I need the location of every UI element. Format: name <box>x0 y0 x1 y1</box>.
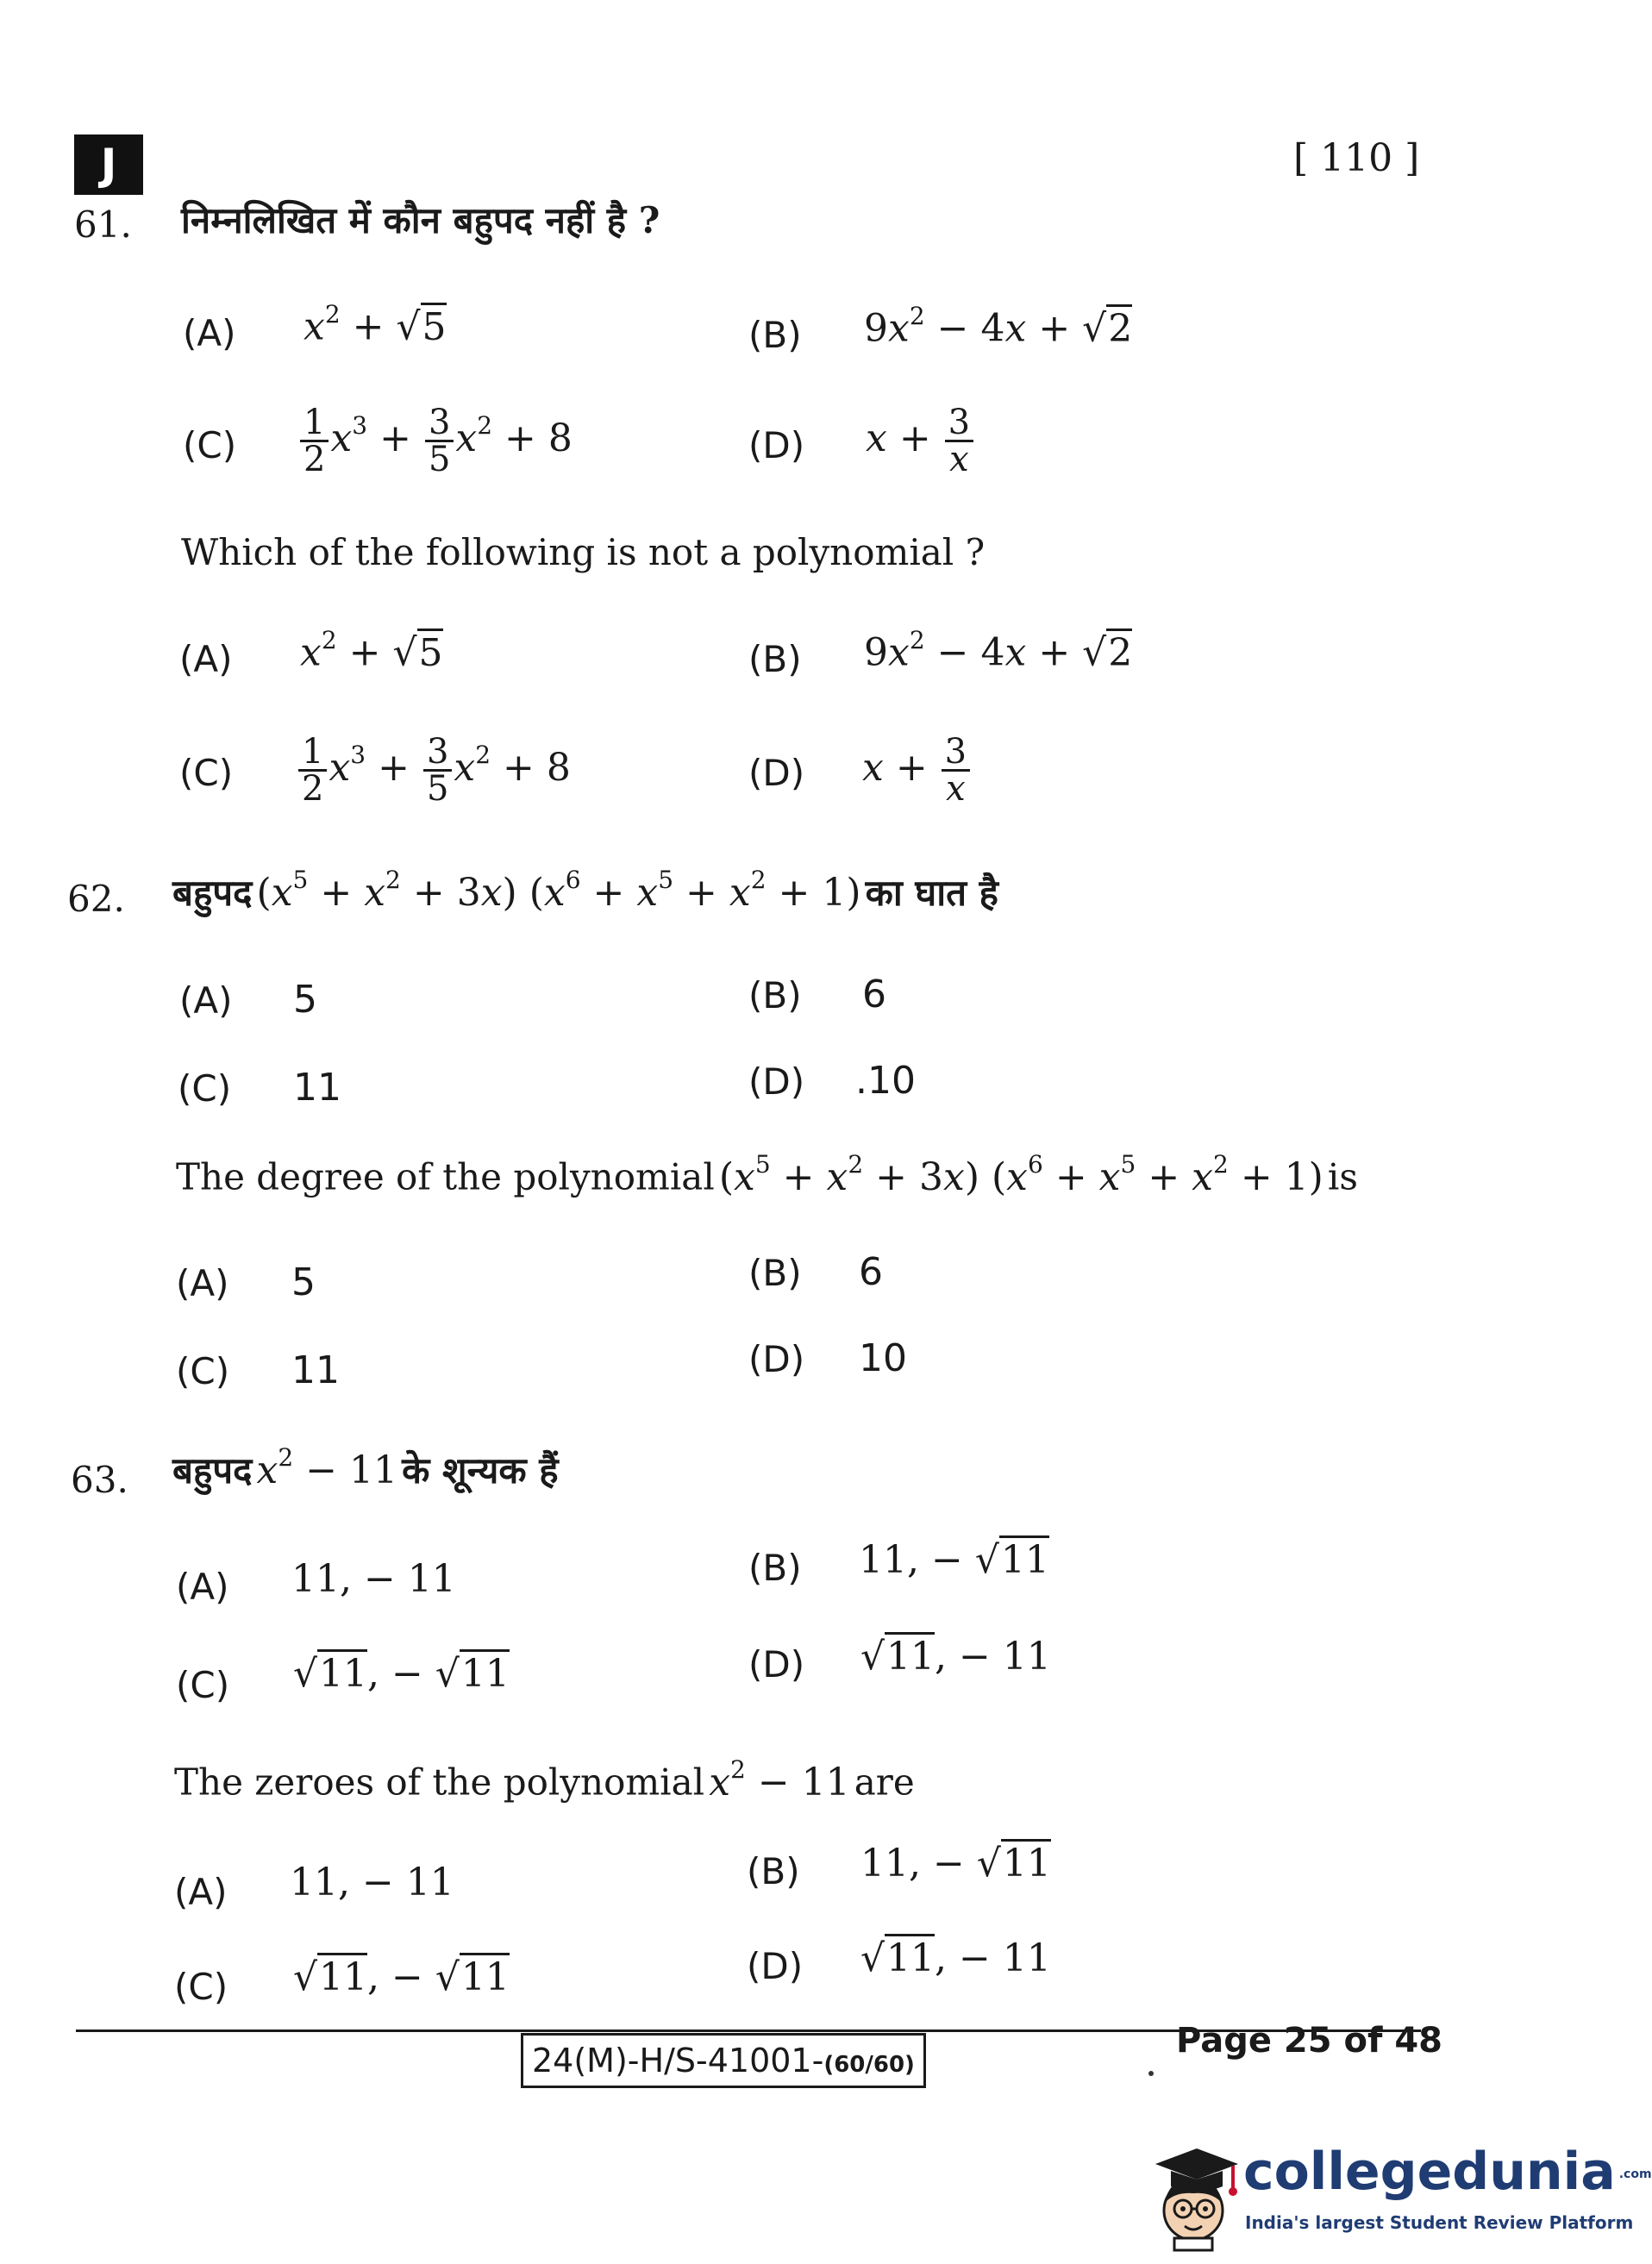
option-label: (B) <box>748 974 802 1016</box>
option-value: √11, − √11 <box>293 1955 510 1999</box>
option-value: $9x^2 - 4x + √2$ <box>864 626 1133 675</box>
question-text-part: बहुपद <box>172 1449 253 1492</box>
question-text-part: are <box>854 1761 915 1804</box>
option-label: (B) <box>748 1547 802 1589</box>
question-text-hindi <box>172 1445 559 1494</box>
option-label: (C) <box>174 1966 228 2008</box>
option-value: 5 <box>293 978 317 1022</box>
question-number: 61. <box>74 203 132 246</box>
question-number: 62. <box>67 878 125 920</box>
option-label: (D) <box>747 1945 804 1987</box>
polynomial-expression: $x^2 - 11$ <box>256 1443 398 1492</box>
question-text-part: बहुपद <box>172 872 253 914</box>
option-label: (A) <box>174 1871 228 1913</box>
option-value: .10 <box>855 1059 916 1103</box>
option-value: $9x^2 - 4x + √2$ <box>864 302 1133 351</box>
option-label: (A) <box>183 312 236 354</box>
option-value: x + $\frac{3}{x}$ <box>866 405 975 477</box>
option-value: 5 <box>291 1260 316 1304</box>
page-counter: Page 25 of 48 <box>1176 2021 1442 2061</box>
option-label: (A) <box>179 979 233 1022</box>
paper-code-set: (60/60) <box>823 2052 915 2078</box>
question-text-part: is <box>1327 1155 1358 1198</box>
option-value: 11, − 11 <box>291 1557 456 1601</box>
option-label: (C) <box>176 1350 230 1392</box>
option-label: (A) <box>179 638 233 680</box>
logo-tagline: India's largest Student Review Platform <box>1245 2212 1634 2233</box>
stray-dot <box>1148 2071 1154 2076</box>
logo-name: collegedunia <box>1243 2142 1616 2202</box>
paper-code-main: 24(M)-H/S-41001- <box>532 2042 824 2080</box>
option-value: $x^2 + √5$ <box>303 300 447 349</box>
question-text-hindi <box>172 867 998 916</box>
option-label: (D) <box>748 1338 805 1380</box>
option-label: (D) <box>748 752 805 794</box>
option-label: (D) <box>748 1643 805 1685</box>
option-value: √11, − √11 <box>293 1652 510 1696</box>
option-label: (B) <box>748 314 802 356</box>
question-text-english: Which of the following is not a polynomial ? <box>181 531 986 573</box>
option-value: 6 <box>862 973 886 1016</box>
question-text-hindi: निम्नलिखित में कौन बहुपद नहीं है ? <box>181 199 660 241</box>
option-label: (B) <box>748 1252 802 1294</box>
option-label: (C) <box>176 1664 230 1706</box>
question-text-english <box>174 1755 915 1804</box>
question-number: 63. <box>71 1459 128 1501</box>
option-value: 11, − 11 <box>290 1861 454 1904</box>
option-label: (C) <box>183 424 237 466</box>
paper-code <box>521 2033 926 2088</box>
option-value: $\frac{1}{2}$ $x^3$ + $\frac{3}{5}$ $x^2 + 8$ <box>297 735 571 806</box>
option-value: 11 <box>291 1348 340 1392</box>
logo-wordmark <box>1243 2142 1652 2202</box>
option-value: $\frac{1}{2}$ $x^3$ + $\frac{3}{5}$ $x^2 + 8$ <box>298 405 573 477</box>
option-value: $x^2 + √5$ <box>300 626 443 675</box>
option-value: 6 <box>859 1250 883 1294</box>
polynomial-expression: $(x^5 + x^2 + 3x) (x^6 + x^5 + x^2 + 1)$ <box>256 866 861 915</box>
page-number: [ 110 ] <box>1293 136 1420 180</box>
option-label: (C) <box>179 752 234 794</box>
option-value: √11, − 11 <box>860 1635 1051 1679</box>
option-label: (B) <box>748 638 802 680</box>
question-text-english <box>176 1150 1358 1199</box>
option-label: (D) <box>748 424 805 466</box>
option-value: 10 <box>859 1336 907 1380</box>
polynomial-expression: $x^2 - 11$ <box>709 1755 850 1804</box>
student-mascot-icon <box>1136 2130 1242 2250</box>
option-label: (A) <box>176 1262 229 1304</box>
option-value: 11 <box>293 1066 341 1110</box>
option-label: (A) <box>176 1566 229 1608</box>
option-value: x + $\frac{3}{x}$ <box>862 735 972 806</box>
option-label: (D) <box>748 1060 805 1103</box>
series-badge: J <box>74 134 143 195</box>
question-text-part: The degree of the polynomial <box>176 1155 715 1198</box>
question-text-part: का घात है <box>865 872 998 914</box>
question-text-part: The zeroes of the polynomial <box>174 1761 705 1804</box>
option-label: (B) <box>747 1850 800 1892</box>
logo-suffix: .com <box>1618 2167 1652 2182</box>
polynomial-expression: $(x^5 + x^2 + 3x) (x^6 + x^5 + x^2 + 1)$ <box>718 1150 1323 1199</box>
option-label: (C) <box>178 1067 232 1110</box>
question-text-part: के शून्यक हैं <box>402 1449 559 1492</box>
option-value: 11, − √11 <box>860 1842 1051 1886</box>
option-value: 11, − √11 <box>859 1538 1049 1582</box>
option-value: √11, − 11 <box>860 1936 1051 1980</box>
